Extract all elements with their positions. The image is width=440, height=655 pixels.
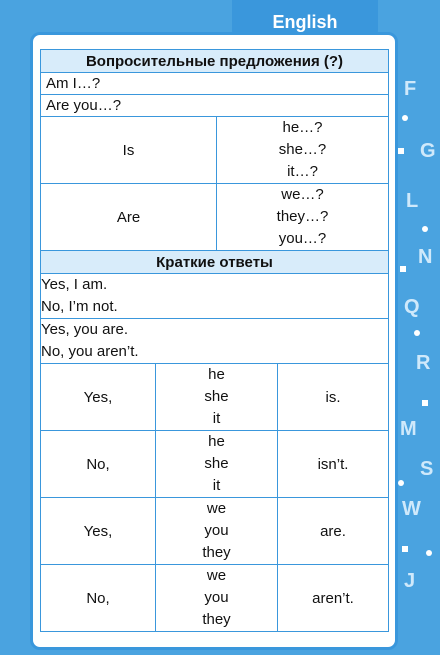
pronoun: he…? — [282, 119, 323, 136]
pronoun: you — [204, 589, 229, 606]
decorative-letters-strip — [392, 60, 440, 655]
table-row — [41, 73, 389, 95]
decor-letter: F — [404, 78, 417, 100]
pronoun: it…? — [287, 163, 318, 180]
pronoun: they…? — [276, 208, 329, 225]
yes-answer: Yes, you are. — [41, 321, 129, 338]
lead-cell: No, — [41, 565, 156, 632]
table-row — [41, 319, 389, 364]
lead-cell: No, — [41, 431, 156, 498]
pronoun-cell — [156, 431, 278, 498]
table-row — [41, 117, 389, 184]
pronoun-cell — [156, 565, 278, 632]
verb-cell: Is — [41, 117, 217, 184]
pronoun: we…? — [281, 186, 324, 203]
decor-dot — [400, 266, 406, 272]
yes-answer: Yes, I am. — [41, 276, 108, 293]
end-cell: is. — [278, 364, 389, 431]
answers-header-row — [41, 251, 389, 274]
pronoun-cell — [217, 184, 389, 251]
answer-pair-cell — [41, 319, 389, 364]
pronoun: we — [206, 500, 227, 517]
grammar-table — [40, 49, 389, 632]
no-answer: No, I’m not. — [41, 298, 118, 315]
pronoun: it — [212, 410, 221, 427]
decor-dot — [426, 550, 432, 556]
pronoun-cell — [156, 498, 278, 565]
decor-dot — [402, 546, 408, 552]
decor-dot — [398, 480, 404, 486]
decor-letter: S — [420, 458, 434, 480]
table-row — [41, 274, 389, 319]
tab-label: English — [272, 12, 338, 32]
decor-letter: M — [400, 418, 417, 440]
pronoun: she — [204, 455, 229, 472]
questions-title: Вопросительные предложения (?) — [41, 50, 389, 73]
lead-cell: Yes, — [41, 498, 156, 565]
decor-letter: L — [406, 190, 419, 212]
pronoun-cell — [156, 364, 278, 431]
decor-dot — [422, 226, 428, 232]
table-row — [41, 95, 389, 117]
pronoun: he — [208, 366, 225, 383]
end-cell: aren’t. — [278, 565, 389, 632]
pronoun: he — [208, 433, 225, 450]
decor-letter: Q — [404, 296, 420, 318]
pronoun: we — [206, 567, 227, 584]
decor-dot — [402, 115, 408, 121]
answers-title: Краткие ответы — [41, 251, 389, 274]
decor-letter: N — [418, 246, 433, 268]
pronoun: they — [202, 611, 231, 628]
am-i-question: Am I…? — [41, 73, 389, 95]
decor-letter: G — [420, 140, 436, 162]
end-cell: are. — [278, 498, 389, 565]
table-row — [41, 431, 389, 498]
pronoun: she — [204, 388, 229, 405]
pronoun: you…? — [278, 230, 327, 247]
pronoun: she…? — [278, 141, 327, 158]
pronoun-cell — [217, 117, 389, 184]
decor-dot — [398, 148, 404, 154]
decor-letter: R — [416, 352, 431, 374]
pronoun: they — [202, 544, 231, 561]
table-row — [41, 184, 389, 251]
answer-pair-cell — [41, 274, 389, 319]
pronoun: you — [204, 522, 229, 539]
no-answer: No, you aren’t. — [41, 343, 139, 360]
decor-letter: J — [404, 570, 416, 592]
end-cell: isn’t. — [278, 431, 389, 498]
questions-header-row — [41, 50, 389, 73]
decor-dot — [422, 400, 428, 406]
lead-cell: Yes, — [41, 364, 156, 431]
table-row — [41, 364, 389, 431]
are-you-question: Are you…? — [41, 95, 389, 117]
decor-letter: W — [402, 498, 421, 520]
table-row — [41, 498, 389, 565]
pronoun: it — [212, 477, 221, 494]
grammar-card — [30, 32, 398, 650]
table-row — [41, 565, 389, 632]
verb-cell: Are — [41, 184, 217, 251]
decor-dot — [414, 330, 420, 336]
